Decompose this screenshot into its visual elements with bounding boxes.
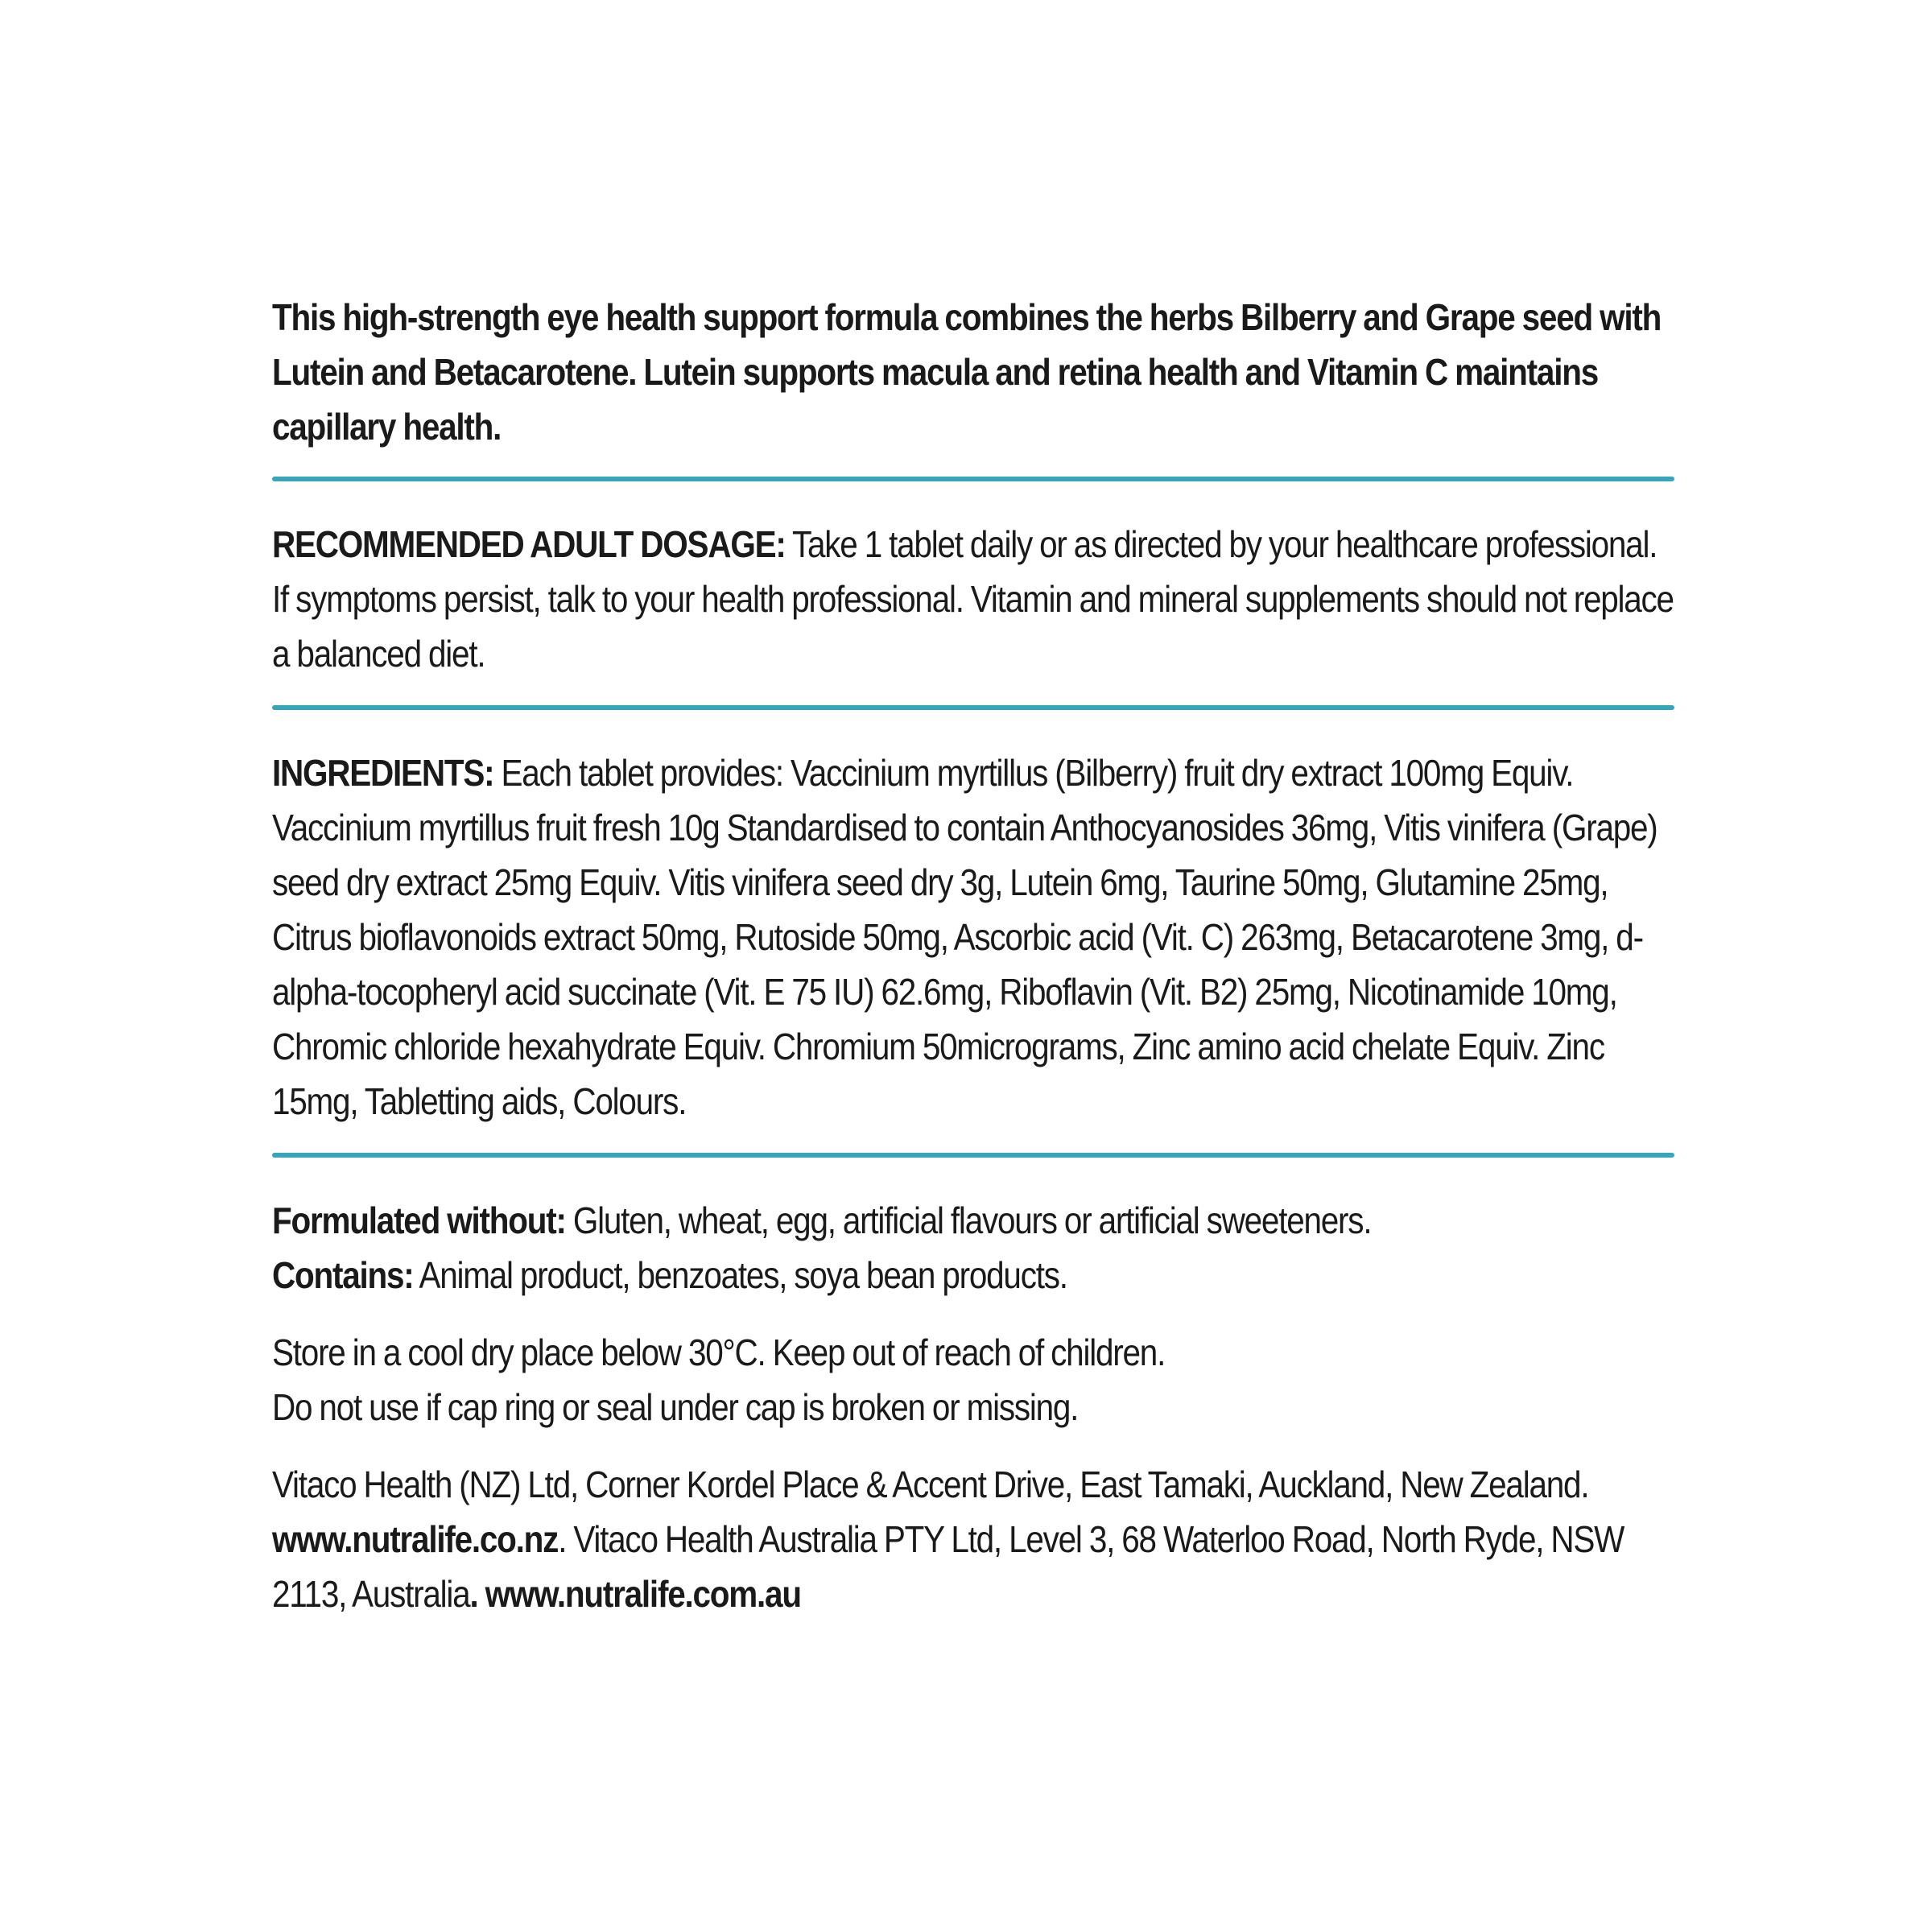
- contains-label: Contains:: [272, 1254, 414, 1296]
- address-au: . Vitaco Health Australia PTY Ltd, Level 3, 68 Waterloo Road, North Ryde, NSW 2113, Australia: [272, 1518, 1624, 1615]
- section-divider: [272, 705, 1674, 710]
- address-nz: Vitaco Health (NZ) Ltd, Corner Kordel Place & Accent Drive, East Tamaki, Auckland, New Zealand.: [272, 1463, 1589, 1505]
- ingredients-section: [272, 745, 1674, 1129]
- product-label-panel: [272, 290, 1674, 1621]
- product-description: This high-strength eye health support formula combines the herbs Bilberry and Grape seed with Lutein and Betacarotene. Lutein supports macula and retina health and Vitamin C maintains capillary health.: [272, 296, 1662, 448]
- formulated-without-label: Formulated without:: [272, 1199, 566, 1241]
- dosage-text: Take 1 tablet daily or as directed by your healthcare professional. If symptoms persist, talk to your health professional. Vitamin and mineral supplements should not replace a balanced diet.: [272, 523, 1674, 675]
- storage-line-2: Do not use if cap ring or seal under cap is broken or missing.: [272, 1386, 1079, 1428]
- website-link-nz[interactable]: www.nutralife.co.nz: [272, 1518, 559, 1560]
- formulated-without-text: Gluten, wheat, egg, artificial flavours or artificial sweeteners.: [565, 1199, 1372, 1241]
- storage-line-1: Store in a cool dry place below 30°C. Keep out of reach of children.: [272, 1331, 1166, 1373]
- dosage-section: [272, 517, 1674, 681]
- manufacturer-address: [272, 1457, 1674, 1621]
- contains-line: [272, 1248, 1674, 1302]
- section-divider: [272, 477, 1674, 481]
- ingredients-label: INGREDIENTS:: [272, 752, 494, 794]
- contains-text: Animal product, benzoates, soya bean products.: [413, 1254, 1067, 1296]
- section-divider: [272, 1153, 1674, 1158]
- formulated-without-line: [272, 1193, 1674, 1248]
- website-link-au[interactable]: . www.nutralife.com.au: [469, 1573, 801, 1615]
- ingredients-text: Each tablet provides: Vaccinium myrtillus (Bilberry) fruit dry extract 100mg Equiv. Vaccinium myrtillus fruit fresh 10g Standardised to contain Anthocyanosides 36mg, Vitis vinifera (Grape) seed dry extract 25mg Equiv. Vitis vinifera seed dry 3g, Lutein 6mg, Taurine 50mg, Glutamine 25mg, Citrus bioflavonoids extract 50mg, Rutoside 50mg, Ascorbic acid (Vit. C) 263mg, Betacarotene 3mg, d-alpha-tocopheryl acid succinate (Vit. E 75 IU) 62.6mg, Riboflavin (Vit. B2) 25mg, Nicotinamide 10mg, Chromic chloride hexahydrate Equiv. Chromium 50micrograms, Zinc amino acid chelate Equiv. Zinc 15mg, Tabletting aids, Colours.: [272, 752, 1657, 1122]
- dosage-label: RECOMMENDED ADULT DOSAGE:: [272, 523, 786, 565]
